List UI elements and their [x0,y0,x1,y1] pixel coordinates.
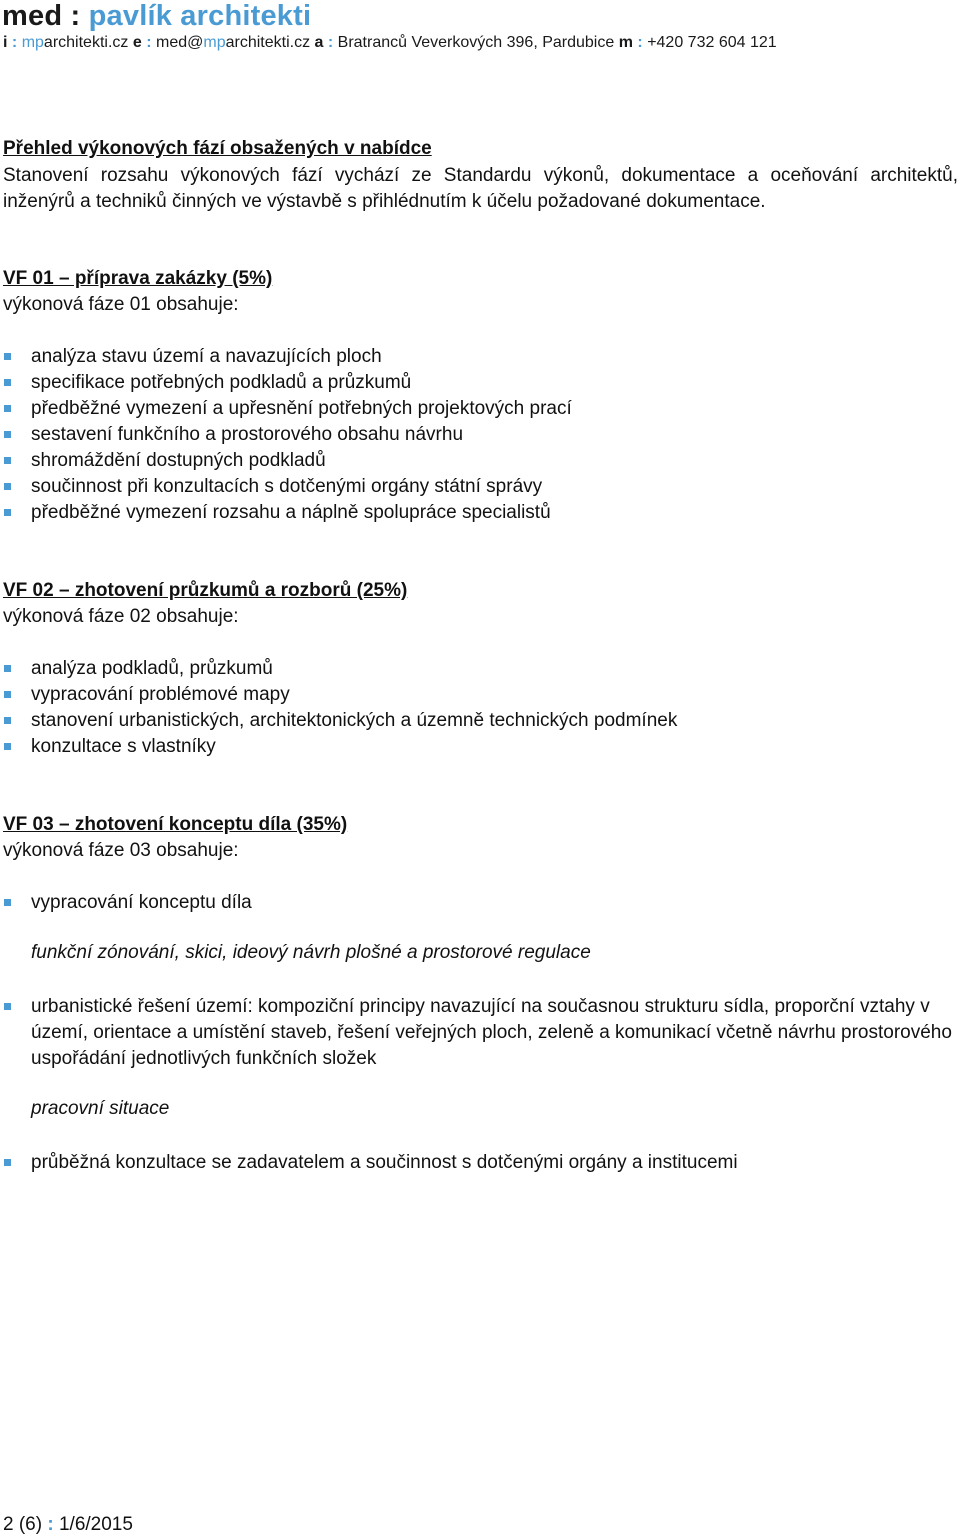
section-vf02-heading: VF 02 – zhotovení průzkumů a rozborů (25%) [3,580,408,601]
bullet-square-icon [4,743,11,750]
section-vf03-list-3 [0,1150,955,1176]
website-link[interactable]: mparchitekti.cz [21,34,129,51]
section-vf02-list [0,656,955,760]
document-title: Přehled výkonových fází obsažených v nabídce [3,138,432,159]
italic-note-2: pracovní situace [31,1098,170,1119]
list-item: analýza stavu území a navazujících ploch [0,344,955,370]
phone-key: m [618,34,633,51]
section-vf01-heading: VF 01 – příprava zakázky (5%) [3,268,273,289]
list-item: urbanistické řešení území: kompoziční principy navazující na současnou strukturu sídla, proporční vztahy v území, orientace a umístění staveb, řešení veřejných ploch, zeleně a komunikací včetně návrhu prostorového uspořádání jednotlivých funkčních složek [0,994,955,1072]
list-item: předběžné vymezení a upřesnění potřebných projektových prací [0,396,955,422]
list-item: shromáždění dostupných podkladů [0,448,955,474]
italic-note-1: funkční zónování, skici, ideový návrh plošné a prostorové regulace [31,942,591,963]
section-vf02-subheading: výkonová fáze 02 obsahuje: [3,606,239,627]
bullet-square-icon [4,509,11,516]
list-item: průběžná konzultace se zadavatelem a součinnost s dotčenými orgány a institucemi [0,1150,955,1176]
list-item: součinnost při konzultacích s dotčenými orgány státní správy [0,474,955,500]
section-vf01-subheading: výkonová fáze 01 obsahuje: [3,294,239,315]
brand-logo [2,0,311,33]
section-vf03-list-2 [0,994,955,1072]
bullet-square-icon [4,691,11,698]
bullet-square-icon [4,899,11,906]
section-vf03-heading: VF 03 – zhotovení konceptu díla (35%) [3,814,348,835]
bullet-square-icon [4,405,11,412]
bullet-square-icon [4,379,11,386]
bullet-square-icon [4,483,11,490]
footer-date: 1/6/2015 [58,1514,133,1535]
bullet-square-icon [4,457,11,464]
page-footer [3,1514,133,1536]
bullet-square-icon [4,353,11,360]
list-item: vypracování problémové mapy [0,682,955,708]
document-intro: Stanovení rozsahu výkonových fází vychází ze Standardu výkonů, dokumentace a oceňování architektů, inženýrů a techniků činných ve výstavbě s přihlédnutím k účelu požadované dokumentace. [3,165,958,212]
email-key: e [132,34,142,51]
list-item: konzultace s vlastníky [0,734,955,760]
address-text: Bratranců Veverkových 396, Pardubice [337,34,615,51]
list-item: specifikace potřebných podkladů a průzkumů [0,370,955,396]
page-number: 2 (6) [3,1514,43,1535]
web-key: i [3,34,8,51]
list-item: analýza podkladů, průzkumů [0,656,955,682]
brand-separator: : [70,0,81,32]
section-vf03-subheading: výkonová fáze 03 obsahuje: [3,840,239,861]
bullet-square-icon [4,665,11,672]
list-item: stanovení urbanistických, architektonických a územně technických podmínek [0,708,955,734]
list-item: sestavení funkčního a prostorového obsahu návrhu [0,422,955,448]
phone-text: +420 732 604 121 [647,34,777,51]
list-item: předběžné vymezení rozsahu a náplně spolupráce specialistů [0,500,955,526]
contact-line: i : mparchitekti.cz e : med@mparchitekti.cz a : Bratranců Veverkových 396, Pardubice m : +420 732 604 121 [3,34,777,51]
list-item: vypracování konceptu díla [0,890,955,916]
address-key: a [314,34,324,51]
bullet-square-icon [4,1159,11,1166]
brand-part2: pavlík architekti [88,0,312,32]
email-link[interactable]: med@mparchitekti.cz [155,34,311,51]
bullet-square-icon [4,1003,11,1010]
bullet-square-icon [4,717,11,724]
footer-separator: : [47,1514,54,1535]
brand-part1: med [2,0,63,32]
section-vf01-list [0,344,955,526]
bullet-square-icon [4,431,11,438]
section-vf03-list-1 [0,890,955,916]
